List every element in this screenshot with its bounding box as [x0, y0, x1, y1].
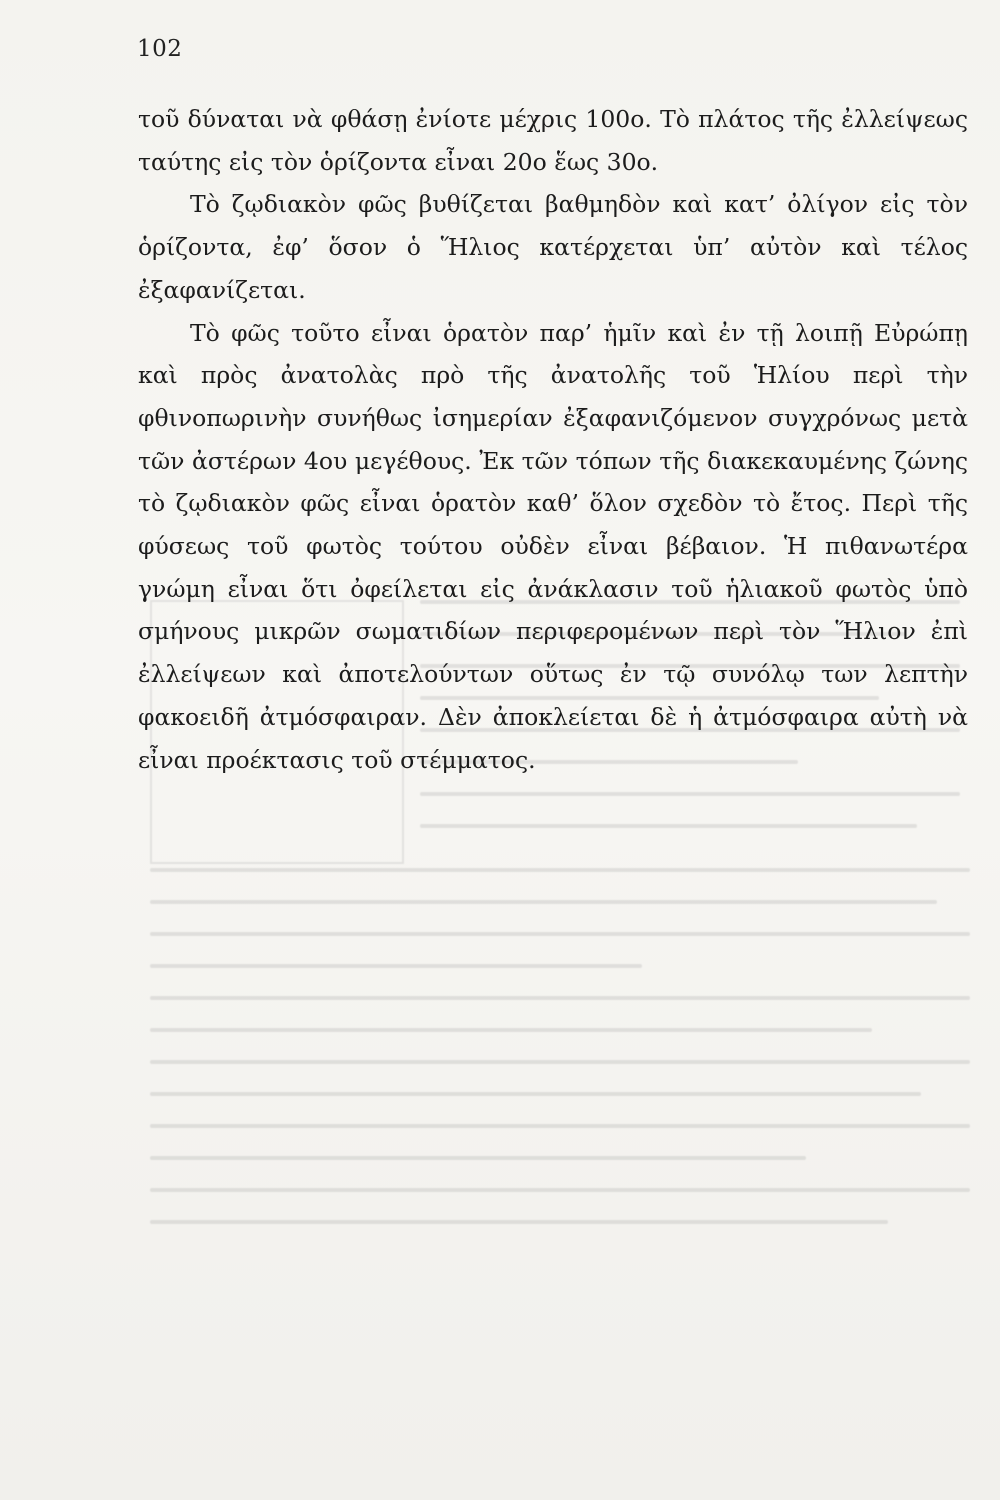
paragraph-1: τοῦ δύναται νὰ φθάσῃ ἐνίοτε μέχρις 100ο. Τὸ πλάτος τῆς ἐλλείψεως ταύτης εἰς τὸν ὁρίζοντα εἶναι 20ο ἕως 30ο. — [138, 105, 968, 176]
paragraph-2: Τὸ ζῳδιακὸν φῶς βυθίζεται βαθμηδὸν καὶ κατ’ ὀλίγον εἰς τὸν ὁρίζοντα, ἐφ’ ὅσον ὁ Ἥλιος κατέρχεται ὑπ’ αὐτὸν καὶ τέλος ἐξαφανίζεται. — [138, 190, 968, 304]
paragraph-3: Τὸ φῶς τοῦτο εἶναι ὁρατὸν παρ’ ἡμῖν καὶ ἐν τῇ λοιπῇ Εὐρώπῃ καὶ πρὸς ἀνατολὰς πρὸ τῆς ἀνατολῆς τοῦ Ἡλίου περὶ τὴν φθινοπωρινὴν συνήθως ἰσημερίαν ἐξαφανιζόμενον συγχρόνως μετὰ τῶν ἀστέρων 4ου μεγέθους. Ἐκ τῶν τόπων τῆς διακεκαυμένης ζώνης τὸ ζῳδιακὸν φῶς εἶναι ὁρατὸν καθ’ ὅλον σχεδὸν τὸ ἔτος. Περὶ τῆς φύσεως τοῦ φωτὸς τούτου οὐδὲν εἶναι βέβαιον. Ἡ πιθανωτέρα γνώμη εἶναι ὅτι ὀφείλεται εἰς ἀνάκλασιν τοῦ ἡλιακοῦ φωτὸς ὑπὸ σμήνους μικρῶν σωματιδίων περιφερομένων περὶ τὸν Ἥλιον ἐπὶ ἐλλείψεων καὶ ἀποτελούντων οὕτως ἐν τῷ συνόλῳ των λεπτὴν φακοειδῆ ἀτμόσφαιραν. Δὲν ἀποκλείεται δὲ ἡ ἀτμόσφαιρα αὐτὴ νὰ εἶναι προέκτασις τοῦ στέμματος. — [138, 318, 968, 774]
page-number: 102 — [137, 36, 183, 62]
body-text — [138, 98, 968, 781]
